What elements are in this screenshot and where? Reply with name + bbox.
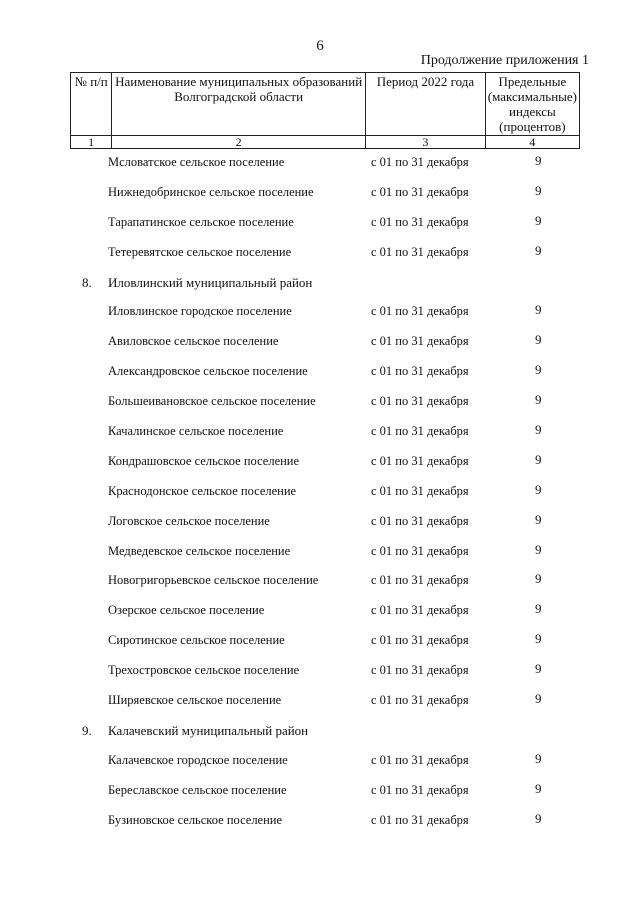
row-name: Медведевское сельское поселение [108,543,291,558]
table-row [0,325,640,355]
table-row [0,295,640,325]
row-period: с 01 по 31 декабря [371,453,469,468]
table-row [0,176,640,206]
row-period: с 01 по 31 декабря [371,155,469,169]
row-name: Краснодонское сельское поселение [108,483,297,498]
row-name: Качалинское сельское поселение [108,424,284,439]
table-header [70,72,580,149]
row-index: 9 [535,601,542,617]
row-name: Ширяевское сельское поселение [108,693,282,708]
table-row [0,445,640,475]
row-number: 8. [82,274,92,290]
row-index: 9 [535,212,542,228]
row-period: с 01 по 31 декабря [371,424,469,439]
row-name: Тетеревятское сельское поселение [108,244,292,259]
row-name: Бузиновское сельское поселение [108,812,283,827]
row-name: Тарапатинское сельское поселение [108,214,294,229]
row-name: Иловлинское городское поселение [108,304,292,319]
row-index: 9 [535,302,542,318]
row-index: 9 [535,362,542,378]
row-index: 9 [535,541,542,557]
table-row [0,146,640,176]
continuation-label: Продолжение приложения 1 [420,53,589,68]
row-period: с 01 по 31 декабря [371,603,469,618]
district-row [0,266,640,296]
row-period: с 01 по 31 декабря [371,214,469,229]
row-index: 9 [535,571,542,587]
table-row [0,385,640,415]
table-row [0,624,640,654]
table-row [0,535,640,565]
row-index: 9 [535,511,542,527]
row-period: с 01 по 31 декабря [371,244,469,259]
row-name: Береславское сельское поселение [108,782,287,797]
page-number: 6 [316,38,324,54]
row-name: Мсловатское сельское поселение [108,155,285,169]
row-index: 9 [535,780,542,796]
table-row [0,206,640,236]
row-name: Кондрашовское сельское поселение [108,453,300,468]
row-index: 9 [535,422,542,438]
row-period: с 01 по 31 декабря [371,394,469,409]
column-number-4: 4 [485,136,579,149]
row-period: с 01 по 31 декабря [371,543,469,558]
row-index: 9 [535,481,542,497]
table-row [0,684,640,714]
district-row [0,714,640,744]
row-period: с 01 по 31 декабря [371,752,469,767]
row-period: с 01 по 31 декабря [371,334,469,349]
header-period: Период 2022 года [366,73,486,136]
table-row [0,804,640,834]
table-row [0,355,640,385]
row-period: с 01 по 31 декабря [371,184,469,199]
row-name: Иловлинский муниципальный район [108,274,313,290]
header-name: Наименование муниципальных образований Волгоградской области [112,73,366,136]
row-name: Калачевский муниципальный район [108,722,309,738]
table-row [0,564,640,594]
table-row [0,774,640,804]
row-name: Трехостровское сельское поселение [108,663,300,678]
row-number: 9. [82,722,92,738]
row-period: с 01 по 31 декабря [371,573,469,588]
row-period: с 01 по 31 декабря [371,304,469,319]
row-name: Большеивановское сельское поселение [108,394,316,409]
row-index: 9 [535,691,542,707]
row-index: 9 [535,451,542,467]
table-row [0,594,640,624]
row-name: Сиротинское сельское поселение [108,633,285,648]
header-number: № п/п [71,73,112,136]
row-index: 9 [535,661,542,677]
row-name: Логовское сельское поселение [108,513,270,528]
row-name: Калачевское городское поселение [108,752,288,767]
table-row [0,505,640,535]
table-body [0,146,640,833]
row-period: с 01 по 31 декабря [371,812,469,827]
row-name: Александровское сельское поселение [108,364,308,379]
row-name: Нижнедобринское сельское поселение [108,184,314,199]
row-period: с 01 по 31 декабря [371,663,469,678]
header-index: Предельные (максимальные) индексы (процентов) [485,73,579,136]
row-index: 9 [535,332,542,348]
table-row [0,236,640,266]
table-row [0,475,640,505]
row-period: с 01 по 31 декабря [371,483,469,498]
row-name: Озерское сельское поселение [108,603,265,618]
column-number-2: 2 [112,136,366,149]
column-number-3: 3 [366,136,486,149]
row-index: 9 [535,242,542,258]
row-period: с 01 по 31 декабря [371,633,469,648]
table-row [0,744,640,774]
row-period: с 01 по 31 декабря [371,364,469,379]
row-index: 9 [535,392,542,408]
table-row [0,415,640,445]
row-index: 9 [535,750,542,766]
row-index: 9 [535,182,542,198]
row-period: с 01 по 31 декабря [371,782,469,797]
row-index: 9 [535,631,542,647]
row-index: 9 [535,153,542,168]
column-number-1: 1 [71,136,112,149]
row-period: с 01 по 31 декабря [371,693,469,708]
row-name: Авиловское сельское поселение [108,334,279,349]
row-index: 9 [535,810,542,826]
row-name: Новогригорьевское сельское поселение [108,573,319,588]
table-row [0,654,640,684]
row-period: с 01 по 31 декабря [371,513,469,528]
